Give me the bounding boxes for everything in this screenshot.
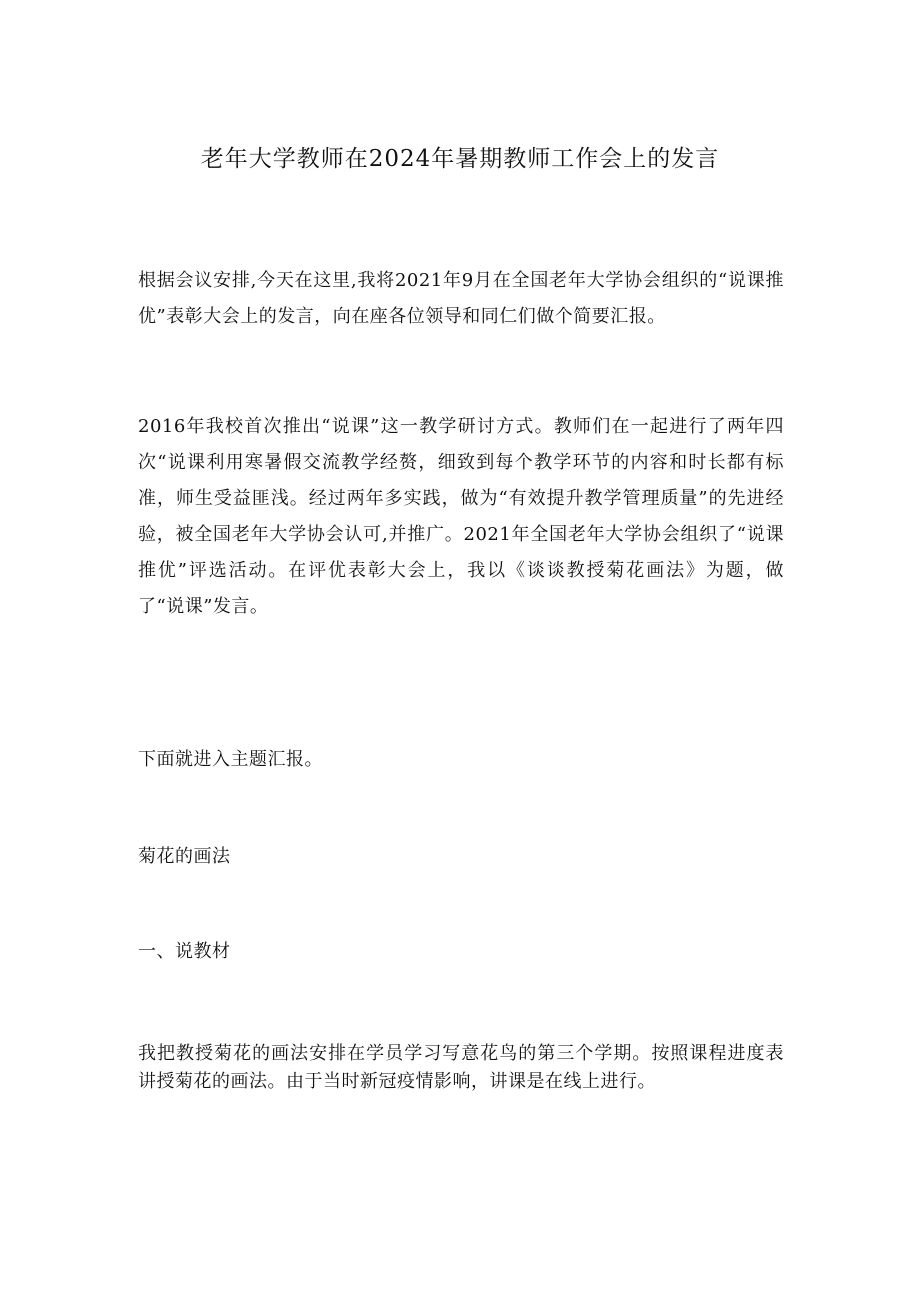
- paragraph-body: 我把教授菊花的画法安排在学员学习写意花鸟的第三个学期。按照课程进度表讲授菊花的画法。由于当时新冠疫情影响，讲课是在线上进行。: [138, 1043, 784, 1092]
- paragraph-intro: 根据会议安排,今天在这里,我将2021年9月在全国老年大学协会组织的“说课推优”表彰大会上的发言，向在座各位领导和同仁们做个简要汇报。: [138, 270, 784, 327]
- paragraph-history: 2016年我校首次推出“说课”这一教学研讨方式。教师们在一起进行了两年四次“说课利用寒暑假交流教学经赘，细致到每个教学环节的内容和时长都有标准，师生受益匪浅。经过两年多实践，做为“有效提升教学管理质量”的先进经验，被全国老年大学协会认可,并推广。2021年全国老年大学协会组织了“说课推优”评选活动。在评优表彰大会上，我以《谈谈教授菊花画法》为题，做了“说课”发言。: [138, 416, 784, 617]
- section-heading: 一、说教材: [138, 941, 231, 962]
- paragraph-topic-heading: 菊花的画法: [138, 846, 231, 867]
- paragraph-transition: 下面就进入主题汇报。: [138, 749, 323, 770]
- document-title: 老年大学教师在2024年暑期教师工作会上的发言: [200, 146, 720, 172]
